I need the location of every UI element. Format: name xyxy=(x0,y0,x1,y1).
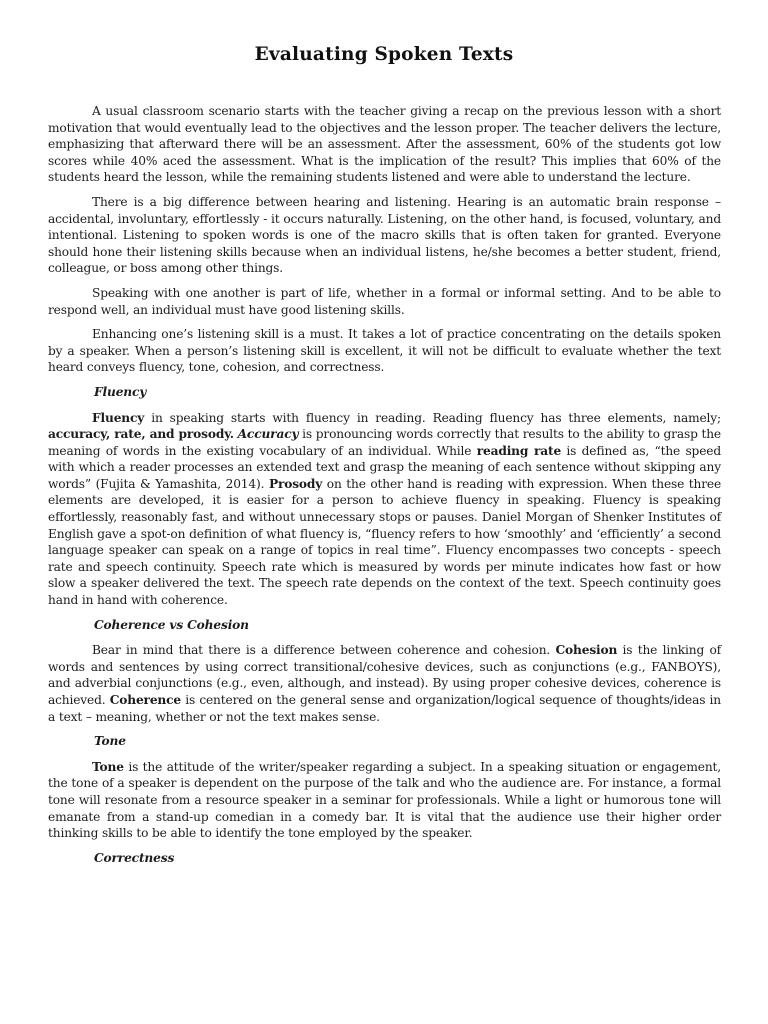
fluency-heading: Fluency xyxy=(94,384,147,399)
tone-term: Tone xyxy=(92,759,124,774)
intro-paragraph-3: Speaking with one another is part of life, whether in a formal or informal setting. And to be able to respond well, an individual must have good listening skills. xyxy=(48,285,721,317)
tone-heading: Tone xyxy=(94,734,126,749)
cohesion-term: Cohesion xyxy=(555,643,618,658)
prosody-term: Prosody xyxy=(268,476,323,491)
correctness-heading: Correctness xyxy=(94,850,175,865)
intro-paragraph-4: Enhancing one’s listening skill is a must. It takes a lot of practice concentrating on the details spoken by a speaker. When a person’s listening skill is excellent, it will not be difficult to evaluate whether the text heard conveys fluency, tone, cohesion, and correctness. xyxy=(48,327,721,375)
coherence-paragraph: Bear in mind that there is a difference between coherence and cohesion. Cohesion is the linking of words and sentences by using correct transitional/cohesive devices, such as conjunctions (e.g., FANBOYS), and adverbial conjunctions (e.g., even, although, and instead). By using proper cohesive devices, coherence is achieved. Coherence is centered on the general sense and organization/logical sequence of thoughts/ideas in a text – meaning, whether or not the text makes sense. xyxy=(48,643,721,724)
fluency-elements: accuracy, rate, and prosody. xyxy=(48,427,234,442)
coherence-term: Coherence xyxy=(109,693,182,707)
fluency-paragraph: Fluency in speaking starts with fluency in reading. Reading fluency has three elements, namely; accuracy, rate, and prosody. Accuracy is pronouncing words correctly that results to the ability to grasp the meaning of words in the existing vocabulary of an individual. While reading rate is defined as, “the speed with which a reader processes an extended text and grasp the meaning of each sentence without skipping any words” (Fujita & Yamashita, 2014). Prosody on the other hand is reading with expression. When these three elements are developed, it is easier for a person to achieve fluency in speaking. Fluency is speaking effortlessly, reasonably fast, and without unnecessary stops or pauses. Daniel Morgan of Shenker Institutes of English gave a spot-on definition of what fluency is, “fluency refers to how ‘smoothly’ and ‘efficiently’ a second language speaker can speak on a range of topics in real time”. Fluency encompasses two concepts - speech rate and speech continuity. Speech rate which is measured by words per minute indicates how fast or how slow a speaker delivered the text. The speech rate depends on the context of the text. Speech continuity goes hand in hand with coherence. xyxy=(48,410,722,608)
accuracy-term: Accuracy xyxy=(237,427,299,442)
intro-paragraph-2: There is a big difference between hearing and listening. Hearing is an automatic brain response – accidental, involuntary, effortlessly - it occurs naturally. Listening, on the other hand, is focused, voluntary, and intentional. Listening to spoken words is one of the macro skills that is often taken for granted. Everyone should hone their listening skills because when an individual listens, he/she becomes a better student, friend, colleague, or boss among other things. xyxy=(48,194,721,276)
fluency-term: Fluency xyxy=(92,410,145,425)
intro-paragraph-1: A usual classroom scenario starts with the teacher giving a recap on the previous lesson with a short motivation that would eventually lead to the objectives and the lesson proper. The teacher delivers the lecture, emphasizing that afterward there will be an assessment. After the assessment, 60% of the students got low scores while 40% aced the assessment. What is the implication of the result? This implies that 60% of the students heard the lesson, while the remaining students listened and were able to understand the lecture. xyxy=(48,104,721,185)
reading-rate-term: reading rate xyxy=(476,443,562,458)
page-title: Evaluating Spoken Texts xyxy=(254,44,514,65)
document-body xyxy=(48,103,721,875)
tone-paragraph: Tone is the attitude of the writer/speaker regarding a subject. In a speaking situation or engagement, the tone of a speaker is dependent on the purpose of the talk and who the audience are. For instance, a formal tone will resonate from a resource speaker in a seminar for professionals. While a light or humorous tone will emanate from a stand-up comedian in a comedy bar. It is vital that the audience use their higher order thinking skills to be able to identify the tone employed by the speaker. xyxy=(48,759,721,841)
coherence-heading: Coherence vs Cohesion xyxy=(94,617,249,632)
